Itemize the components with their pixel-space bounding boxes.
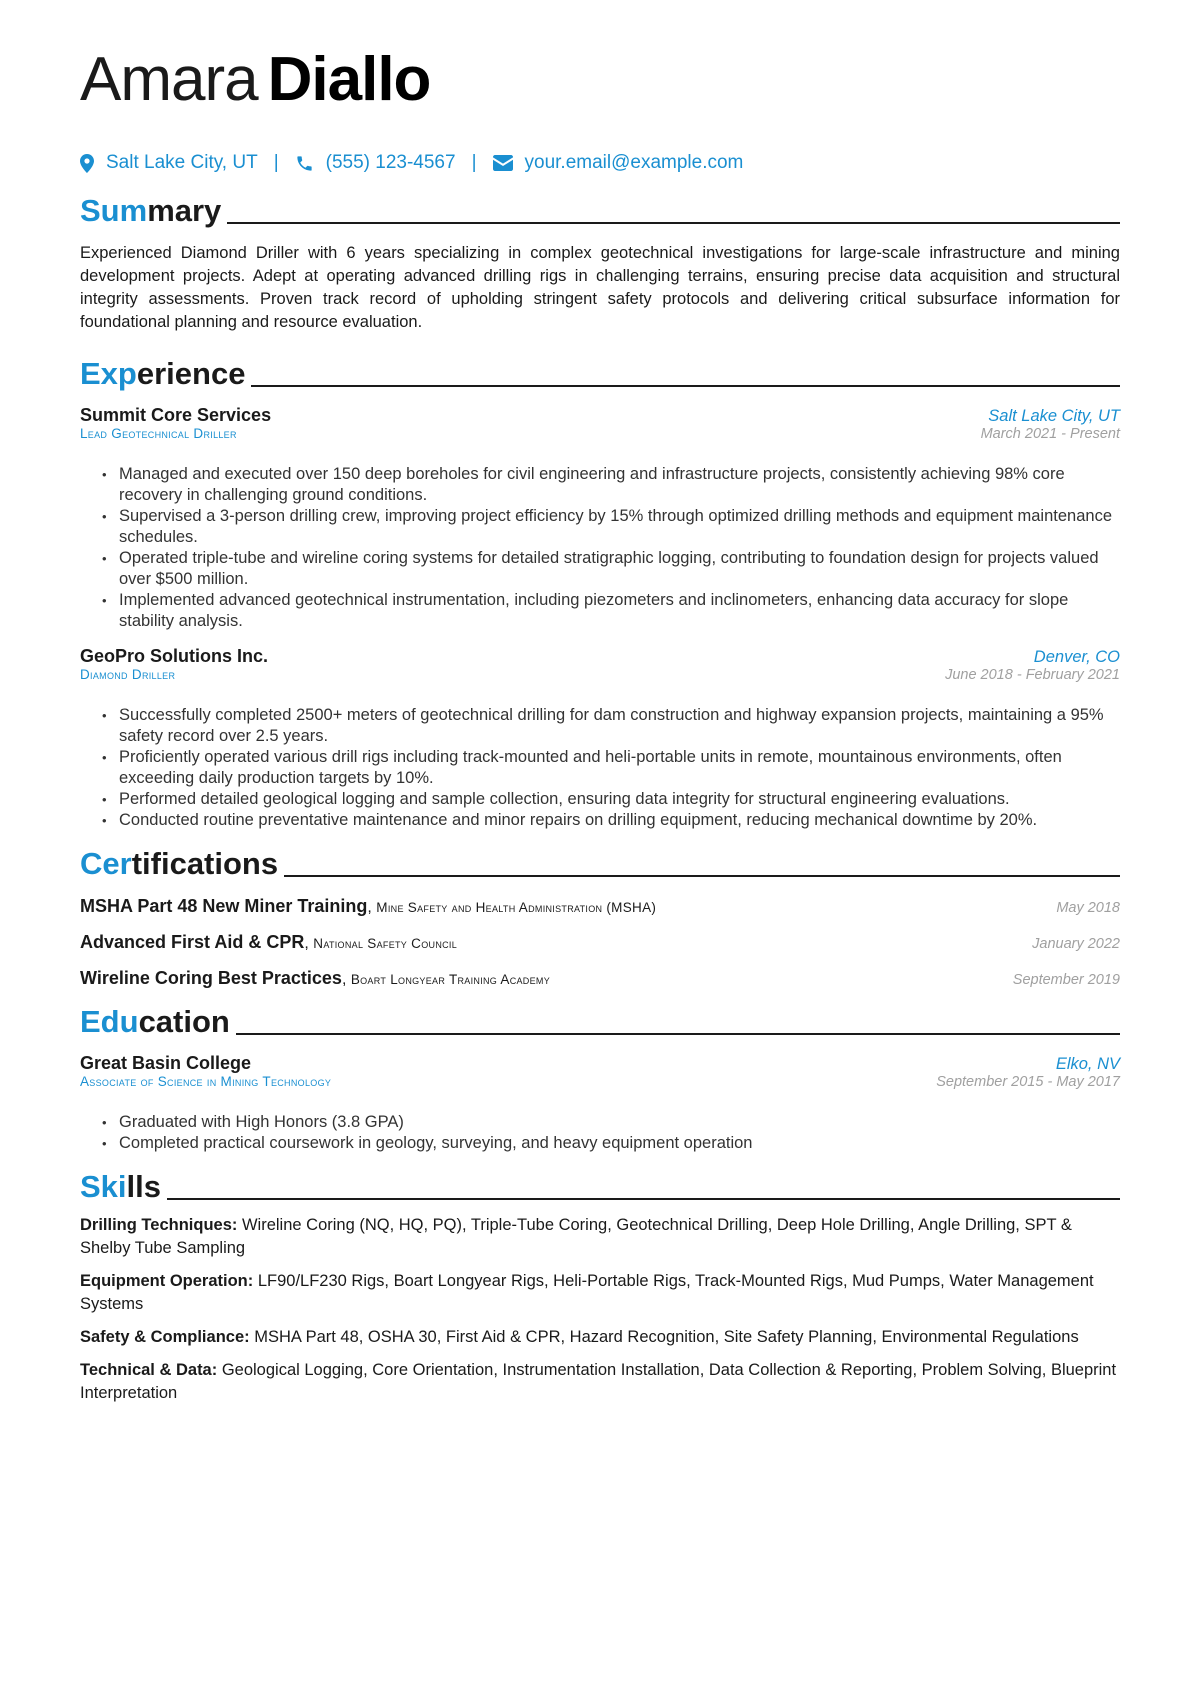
cert-issuer: National Safety Council [313,935,458,951]
first-name: Amara [80,45,258,114]
skill-row [80,1359,1120,1405]
section-education-heading [80,999,1120,1039]
experience-entry [80,405,1120,632]
envelope-icon [493,155,513,171]
list-item: • Performed detailed geological logging and sample collection, ensuring data integrity for structural engineering evaluations. [102,789,1120,810]
last-name: Diallo [267,45,431,114]
skill-category: Equipment Operation: [80,1271,254,1290]
skill-category: Drilling Techniques: [80,1215,238,1234]
school-location: Elko, NV [1055,1054,1120,1073]
job-location: Denver, CO [1033,647,1120,666]
skill-items: Geological Logging, Core Orientation, Instrumentation Installation, Data Collection & Reporting, Problem Solving, Blueprint Interpretation [80,1360,1117,1402]
section-title: Experience [80,355,246,391]
map-pin-icon [80,154,94,173]
contact-bar [80,148,1120,178]
certification-item: Wireline Coring Best Practices, Boart Longyear Training Academy September 2019 [80,967,1120,988]
cert-issuer: Mine Safety and Health Administration (MSHA) [376,899,657,915]
school-name: Great Basin College [80,1052,252,1073]
section-summary-heading [80,188,1120,228]
job-dates: June 2018 - February 2021 [945,666,1120,683]
cert-issuer: Boart Longyear Training Academy [350,971,551,987]
section-certifications-heading [80,841,1120,881]
cert-name: Wireline Coring Best Practices [80,967,342,988]
cert-date: May 2018 [1056,899,1120,916]
certification-item: Advanced First Aid & CPR, National Safety Council January 2022 [80,931,1120,952]
section-rule [167,1198,1120,1200]
skill-items: LF90/LF230 Rigs, Boart Longyear Rigs, Heli-Portable Rigs, Track-Mounted Rigs, Mud Pumps, Water Management Systems [80,1271,1094,1313]
certification-item: MSHA Part 48 New Miner Training, Mine Safety and Health Administration (MSHA) May 2018 [80,895,1120,916]
contact-separator: | [273,152,279,173]
list-item: • Conducted routine preventative maintenance and minor repairs on drilling equipment, reducing mechanical downtime by 20%. [102,810,1120,831]
company-name: GeoPro Solutions Inc. [80,645,269,666]
section-rule [227,222,1120,224]
skill-row [80,1326,1120,1349]
skill-category: Safety & Compliance: [80,1327,250,1346]
skill-items: Wireline Coring (NQ, HQ, PQ), Triple-Tube Coring, Geotechnical Drilling, Deep Hole Drilling, Angle Drilling, SPT & Shelby Tube Sampling [80,1215,1072,1257]
contact-separator: | [471,152,477,173]
cert-date: January 2022 [1032,935,1120,952]
phone-text: (555) 123-4567 [325,152,456,173]
cert-name: MSHA Part 48 New Miner Training [80,895,368,916]
contact-location [80,152,258,174]
skill-items: MSHA Part 48, OSHA 30, First Aid & CPR, Hazard Recognition, Site Safety Planning, Environmental Regulations [254,1327,1079,1346]
candidate-name [80,40,1120,120]
job-title: Diamond Driller [80,666,176,682]
cert-name: Advanced First Aid & CPR [80,931,305,952]
education-dates: September 2015 - May 2017 [936,1073,1120,1090]
section-title: Education [80,1003,230,1039]
resume-page [80,40,1120,1405]
email-text: your.email@example.com [524,152,744,173]
job-bullets [80,705,1120,831]
skill-row [80,1270,1120,1316]
education-bullets [80,1112,1120,1154]
section-rule [236,1033,1120,1035]
company-name: Summit Core Services [80,404,272,425]
job-dates: March 2021 - Present [980,425,1120,442]
list-item: • Implemented advanced geotechnical instrumentation, including piezometers and inclinometers, enhancing data accuracy for slope stability analysis. [102,590,1120,632]
experience-entry [80,646,1120,831]
list-item: • Successfully completed 2500+ meters of geotechnical drilling for dam construction and highway expansion projects, maintaining a 95% safety record over 2.5 years. [102,705,1120,747]
phone-icon [295,154,314,173]
section-experience-heading [80,351,1120,391]
section-skills-heading [80,1164,1120,1204]
list-item: • Completed practical coursework in geology, surveying, and heavy equipment operation [102,1133,1120,1154]
job-location: Salt Lake City, UT [988,406,1120,425]
contact-email[interactable] [493,152,744,174]
degree: Associate of Science in Mining Technology [80,1073,332,1089]
location-text: Salt Lake City, UT [106,152,258,173]
section-rule [284,875,1120,877]
cert-date: September 2019 [1012,971,1120,988]
section-title: Summary [80,193,222,228]
job-title: Lead Geotechnical Driller [80,425,237,441]
skill-category: Technical & Data: [80,1360,218,1379]
section-rule [251,385,1120,387]
list-item: • Proficiently operated various drill rigs including track-mounted and heli-portable units in remote, mountainous environments, often exceeding daily production targets by 10%. [102,747,1120,789]
skill-row [80,1214,1120,1260]
list-item: • Managed and executed over 150 deep boreholes for civil engineering and infrastructure projects, consistently achieving 98% core recovery in challenging ground conditions. [102,464,1120,506]
education-entry [80,1053,1120,1154]
section-title: Skills [80,1168,161,1204]
list-item: • Supervised a 3-person drilling crew, improving project efficiency by 15% through optimized drilling methods and equipment maintenance schedules. [102,506,1120,548]
list-item: • Operated triple-tube and wireline coring systems for detailed stratigraphic logging, contributing to foundation design for projects valued over $500 million. [102,548,1120,590]
list-item: • Graduated with High Honors (3.8 GPA) [102,1112,1120,1133]
summary-text: Experienced Diamond Driller with 6 years specializing in complex geotechnical investigations for large-scale infrastructure and mining development projects. Adept at operating advanced drilling rigs in challenging terrains, ensuring precise data acquisition and structural integrity assessments. Proven track record of upholding stringent safety protocols and delivering critical subsurface information for foundational planning and resource evaluation. [80,244,1120,331]
section-title: Certifications [80,845,279,881]
contact-phone[interactable] [295,152,456,174]
job-bullets [80,464,1120,632]
